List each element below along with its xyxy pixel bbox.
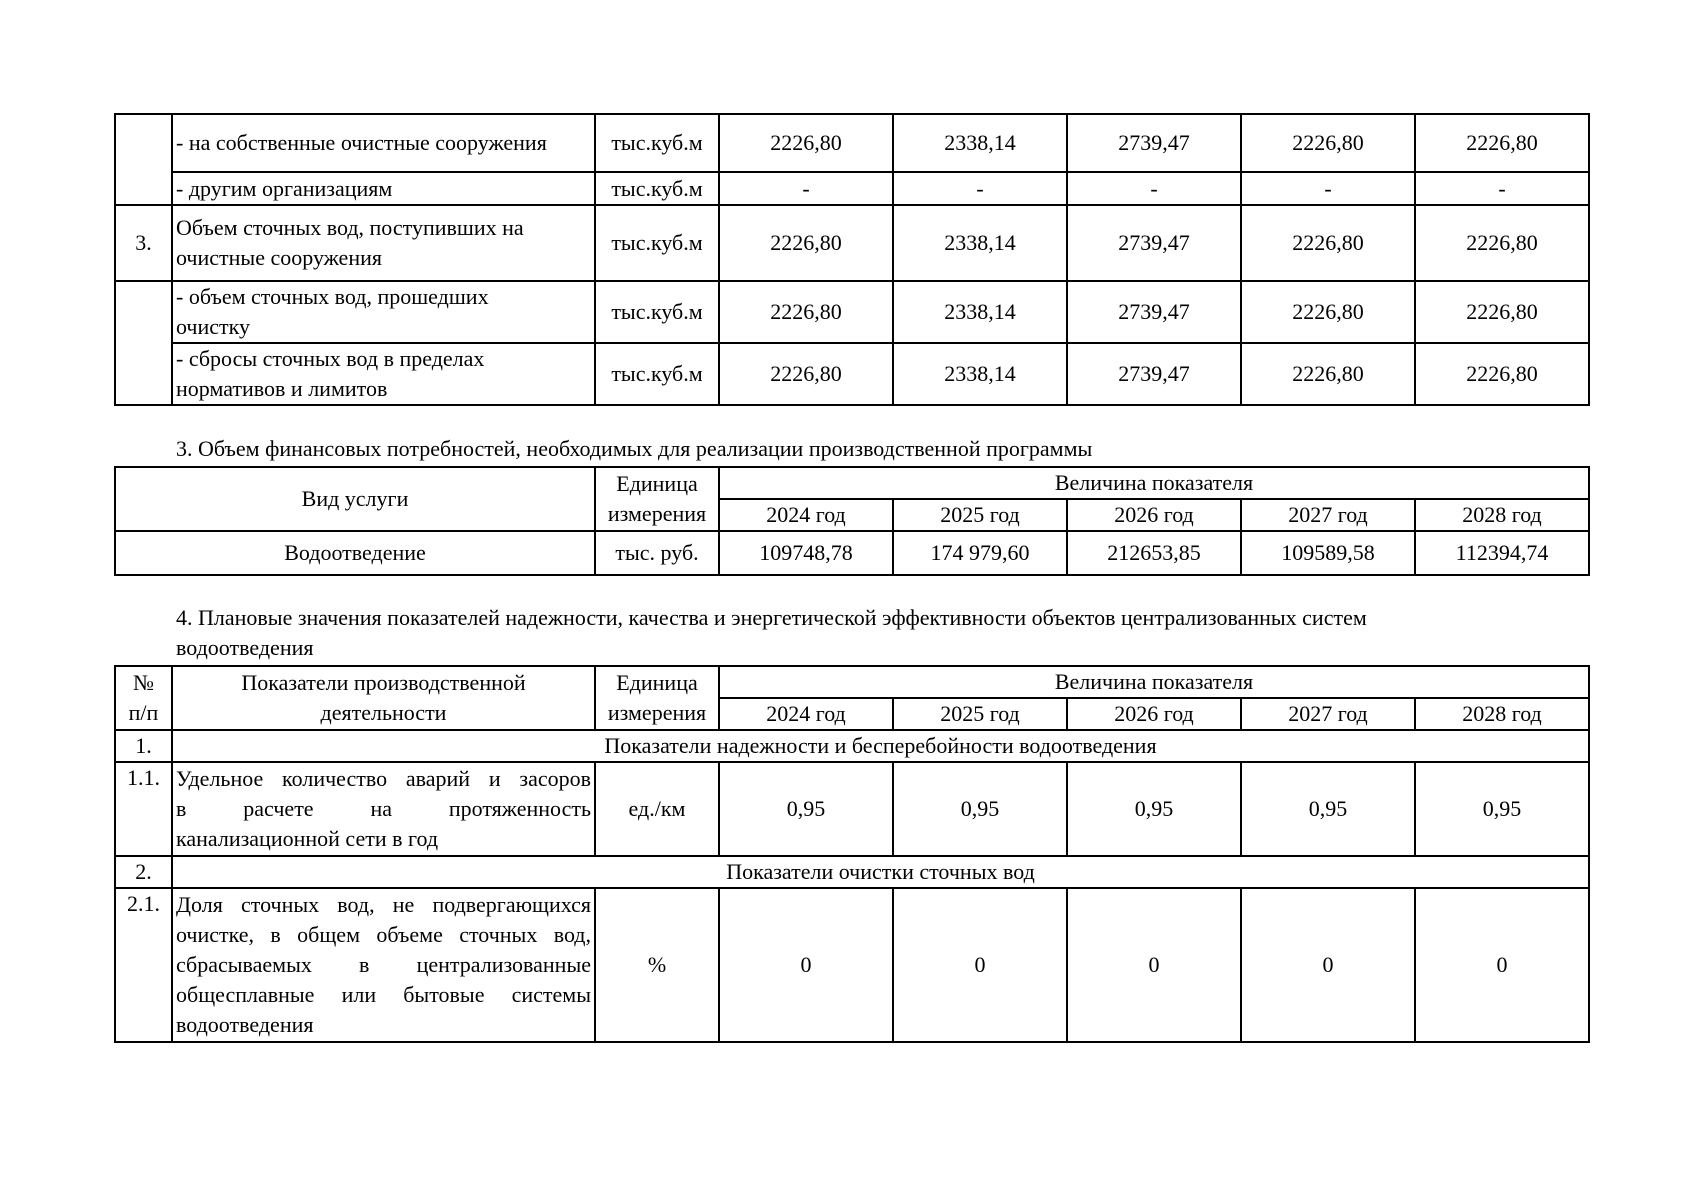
value-cell: 2739,47 [1067, 114, 1241, 172]
value-cell: 2226,80 [719, 205, 893, 281]
group-row [115, 856, 1589, 888]
value-cell: 0 [1415, 888, 1589, 1042]
header-line: измерения [607, 501, 707, 526]
value-group-header: Величина показателя [719, 666, 1589, 698]
row-label [172, 281, 595, 343]
table-row [115, 531, 1589, 575]
row-number: 2.1. [115, 888, 172, 1042]
unit-cell: тыс.куб.м [595, 281, 719, 343]
label-line: очистные сооружения [176, 245, 382, 270]
value-cell: 2226,80 [1241, 343, 1415, 405]
row-number: 1.1. [115, 762, 172, 856]
value-cell: 2226,80 [1415, 205, 1589, 281]
label-line: очистку [176, 314, 251, 339]
label-line: водоотведения [176, 1012, 314, 1037]
unit-cell: ед./км [595, 762, 719, 856]
header-row [115, 467, 1589, 499]
value-group-header: Величина показателя [719, 467, 1589, 499]
label-line: канализационной сети в год [176, 826, 439, 851]
value-cell: 112394,74 [1415, 531, 1589, 575]
table-row [115, 281, 1589, 343]
value-cell: 0,95 [1415, 762, 1589, 856]
header-row [115, 666, 1589, 698]
number-header [115, 666, 172, 730]
header-line: Показатели производственной [241, 670, 526, 695]
label-line: общесплавные или бытовые системы [176, 982, 591, 1007]
value-cell: 2226,80 [1241, 205, 1415, 281]
value-cell: 2739,47 [1067, 343, 1241, 405]
value-cell: 2338,14 [893, 343, 1067, 405]
value-cell: - [1067, 172, 1241, 205]
table-row [115, 343, 1589, 405]
section-3-heading: 3. Объем финансовых потребностей, необходимых для реализации производственной программы [176, 436, 1093, 461]
value-cell: 2739,47 [1067, 281, 1241, 343]
value-cell: 0,95 [1241, 762, 1415, 856]
header-line: деятельности [320, 700, 447, 725]
value-cell: 212653,85 [1067, 531, 1241, 575]
value-cell: 2338,14 [893, 205, 1067, 281]
unit-cell: тыс.куб.м [595, 343, 719, 405]
unit-cell: тыс. руб. [595, 531, 719, 575]
value-cell: 2226,80 [719, 281, 893, 343]
value-cell: - [893, 172, 1067, 205]
value-cell: 109748,78 [719, 531, 893, 575]
value-cell: 2226,80 [1415, 343, 1589, 405]
table-row [115, 114, 1589, 172]
row-label [172, 888, 595, 1042]
year-header: 2027 год [1241, 499, 1415, 531]
label-line: сбрасываемых в централизованные [176, 952, 591, 977]
year-header: 2024 год [719, 698, 893, 730]
service-type-header: Вид услуги [115, 467, 595, 531]
year-header: 2024 год [719, 499, 893, 531]
value-cell: 109589,58 [1241, 531, 1415, 575]
year-header: 2026 год [1067, 698, 1241, 730]
year-header: 2028 год [1415, 698, 1589, 730]
unit-header [595, 666, 719, 730]
heading-line: водоотведения [176, 635, 314, 660]
value-cell: 0 [719, 888, 893, 1042]
heading-line: 4. Плановые значения показателей надежности, качества и энергетической эффективности объектов централизованных систем [176, 605, 1367, 630]
group-number: 2. [115, 856, 172, 888]
unit-cell: % [595, 888, 719, 1042]
group-number: 1. [115, 730, 172, 762]
table-row [115, 205, 1589, 281]
value-cell: 2226,80 [1415, 281, 1589, 343]
header-line: Единица [616, 670, 698, 695]
unit-header [595, 467, 719, 531]
label-line: в расчете на протяженность [176, 796, 591, 821]
year-header: 2028 год [1415, 499, 1589, 531]
label-line: нормативов и лимитов [176, 376, 388, 401]
label-line: Доля сточных вод, не подвергающихся [176, 892, 591, 917]
value-cell: 2226,80 [1241, 281, 1415, 343]
row-number [115, 281, 172, 405]
label-line: Удельное количество аварий и засоров [176, 766, 591, 791]
financial-needs-table [114, 466, 1590, 576]
label-line: очистке, в общем объеме сточных вод, [176, 922, 591, 947]
section-4-heading [176, 603, 1556, 663]
table-row [115, 762, 1589, 856]
unit-cell: тыс.куб.м [595, 205, 719, 281]
header-line: измерения [607, 700, 707, 725]
row-label: - на собственные очистные сооружения [172, 114, 595, 172]
table-row [115, 888, 1589, 1042]
value-cell: 2338,14 [893, 114, 1067, 172]
year-header: 2025 год [893, 698, 1067, 730]
value-cell: 2226,80 [719, 114, 893, 172]
value-cell: 2338,14 [893, 281, 1067, 343]
value-cell: - [1241, 172, 1415, 205]
label-line: Объем сточных вод, поступивших на [176, 215, 524, 240]
group-row [115, 730, 1589, 762]
year-header: 2027 год [1241, 698, 1415, 730]
value-cell: 0,95 [893, 762, 1067, 856]
label-line: - сбросы сточных вод в пределах [176, 346, 485, 371]
indicators-table [114, 665, 1590, 1043]
value-cell: 2226,80 [719, 343, 893, 405]
service-cell: Водоотведение [115, 531, 595, 575]
unit-cell: тыс.куб.м [595, 114, 719, 172]
header-line: № [133, 670, 154, 695]
row-number: 3. [115, 205, 172, 281]
table-row [115, 172, 1589, 205]
row-label [172, 205, 595, 281]
wastewater-volume-table [114, 113, 1590, 406]
row-label: - другим организациям [172, 172, 595, 205]
value-cell: 0 [1241, 888, 1415, 1042]
year-header: 2025 год [893, 499, 1067, 531]
header-line: Единица [616, 471, 698, 496]
row-label [172, 762, 595, 856]
value-cell: 0 [1067, 888, 1241, 1042]
value-cell: - [1415, 172, 1589, 205]
row-number [115, 114, 172, 205]
row-label [172, 343, 595, 405]
value-cell: 0,95 [1067, 762, 1241, 856]
year-header: 2026 год [1067, 499, 1241, 531]
value-cell: 2739,47 [1067, 205, 1241, 281]
unit-cell: тыс.куб.м [595, 172, 719, 205]
header-line: п/п [128, 700, 159, 725]
value-cell: 2226,80 [1415, 114, 1589, 172]
label-line: - объем сточных вод, прошедших [176, 284, 489, 309]
value-cell: - [719, 172, 893, 205]
group-title: Показатели очистки сточных вод [172, 856, 1589, 888]
value-cell: 0,95 [719, 762, 893, 856]
value-cell: 174 979,60 [893, 531, 1067, 575]
value-cell: 2226,80 [1241, 114, 1415, 172]
group-title: Показатели надежности и бесперебойности водоотведения [172, 730, 1589, 762]
indicator-header [172, 666, 595, 730]
value-cell: 0 [893, 888, 1067, 1042]
